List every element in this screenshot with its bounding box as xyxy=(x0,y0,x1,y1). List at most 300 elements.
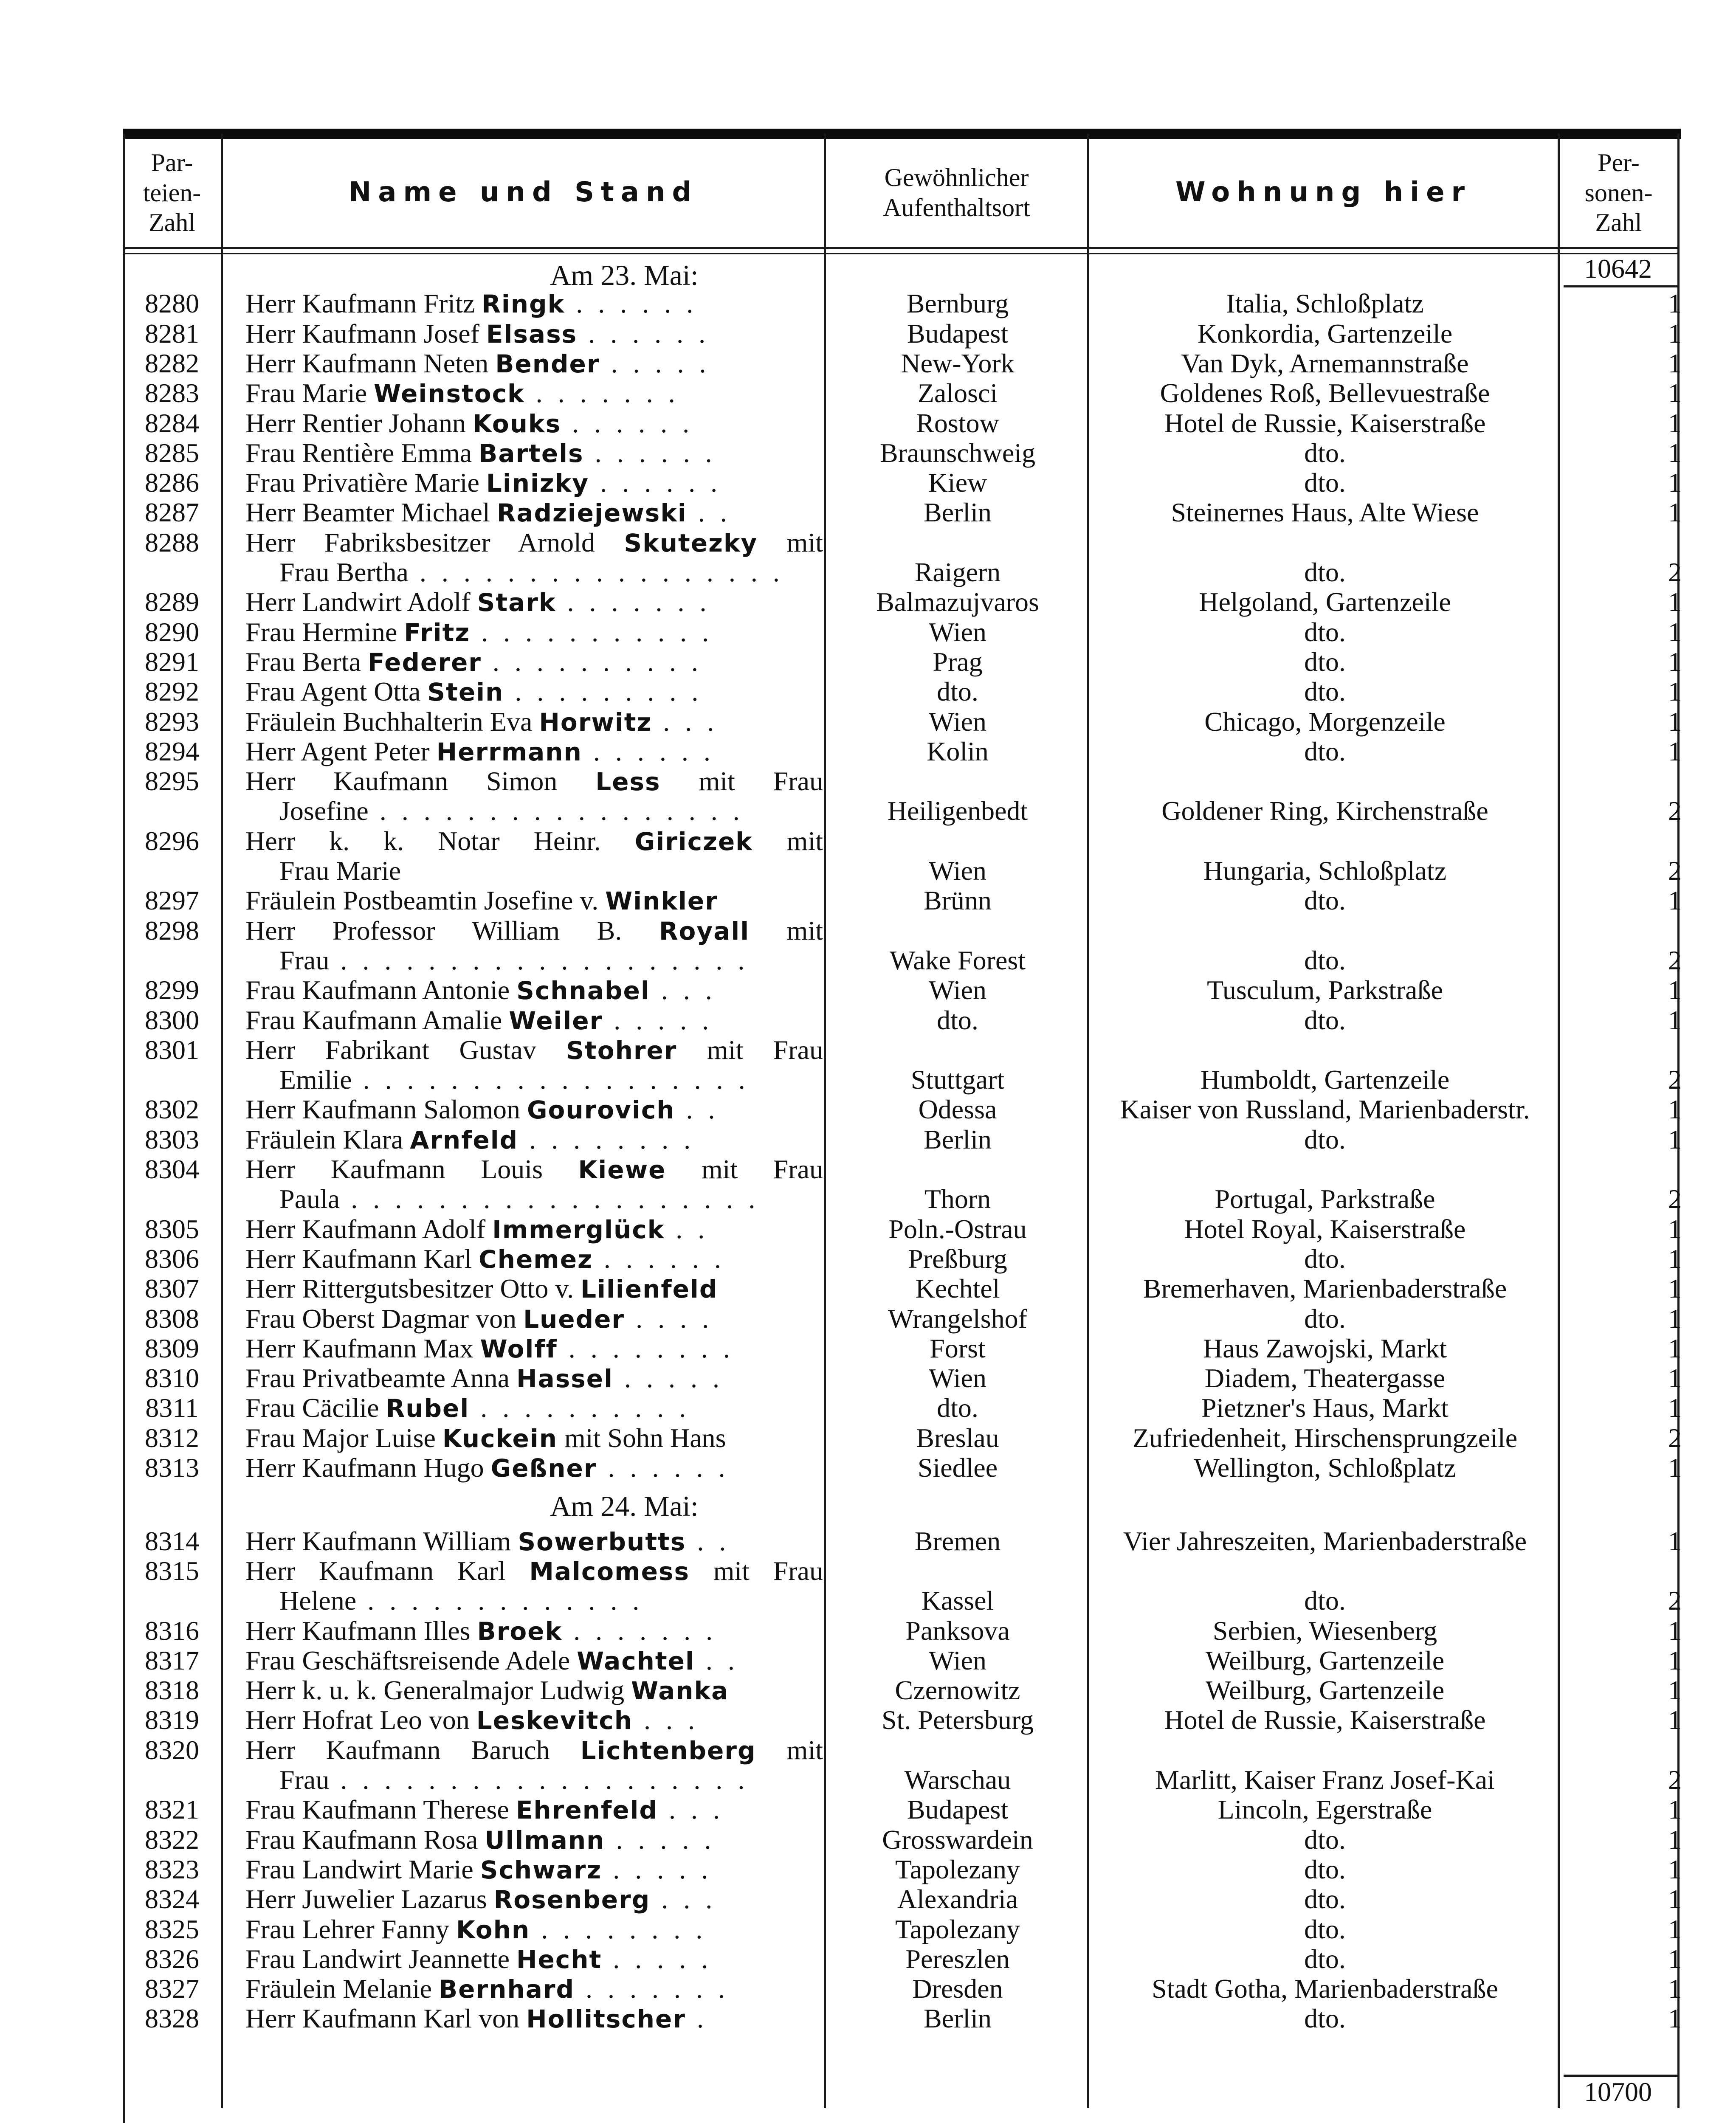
party-number: 8299 xyxy=(145,975,199,1005)
table-row xyxy=(0,349,1736,378)
surname: Bartels xyxy=(479,439,584,468)
name-and-status xyxy=(245,1795,823,1825)
leader-dots: . . . . . . . . xyxy=(557,1333,734,1363)
local-lodging: Diadem, Theatergasse xyxy=(1204,1363,1446,1394)
surname: Herrmann xyxy=(436,737,582,766)
local-lodging: dto. xyxy=(1304,468,1346,498)
name-and-status xyxy=(245,1646,823,1676)
table-row xyxy=(0,916,1736,946)
local-lodging: dto. xyxy=(1304,557,1346,587)
persons-value: 1 xyxy=(1668,1243,1682,1274)
table-row xyxy=(0,498,1736,527)
local-lodging: Pietzner's Haus, Markt xyxy=(1201,1393,1449,1423)
usual-residence: Wien xyxy=(928,617,987,647)
name-prefix: Herr Fabrikant Gustav xyxy=(245,1035,566,1065)
party-number: 8301 xyxy=(145,1034,199,1065)
usual-residence: Rostow xyxy=(916,408,999,438)
local-lodging: Goldener Ring, Kirchenstraße xyxy=(1161,796,1488,826)
persons-count xyxy=(1563,1974,1682,2004)
usual-residence: Prag xyxy=(933,647,983,677)
name-and-status xyxy=(245,1095,823,1125)
local-lodging: Hotel de Russie, Kaiserstraße xyxy=(1164,1705,1486,1735)
name-prefix: Frau Bertha xyxy=(279,557,409,587)
persons-count xyxy=(1563,886,1682,915)
name-and-status xyxy=(245,1304,823,1334)
persons-count xyxy=(1563,1586,1682,1616)
name-and-status xyxy=(245,1526,823,1557)
name-and-status xyxy=(245,408,823,439)
persons-count xyxy=(1563,1065,1682,1095)
local-lodging: Wellington, Schloßplatz xyxy=(1194,1453,1456,1483)
name-suffix: mit Frau xyxy=(677,1035,823,1065)
name-and-status xyxy=(245,1884,823,1915)
name-prefix: Herr Kaufmann Fritz xyxy=(245,289,482,319)
name-prefix: Herr Hofrat Leo von xyxy=(245,1705,476,1735)
leader-dots: . . . . . . xyxy=(582,736,715,766)
party-number: 8300 xyxy=(145,1005,199,1035)
leader-dots: . . xyxy=(675,1095,719,1125)
table-row xyxy=(0,1274,1736,1304)
persons-count xyxy=(1563,378,1682,408)
name-and-status xyxy=(279,856,823,886)
persons-value: 1 xyxy=(1668,348,1682,378)
usual-residence: Berlin xyxy=(924,2004,992,2034)
leader-dots: . . . . . . xyxy=(589,468,722,498)
usual-residence: Wien xyxy=(928,856,987,886)
surname: Fritz xyxy=(404,618,471,647)
persons-count xyxy=(1563,408,1682,438)
name-prefix: Frau Cäcilie xyxy=(245,1393,386,1423)
table-row xyxy=(0,468,1736,498)
name-suffix: mit Frau xyxy=(660,766,823,797)
party-number: 8288 xyxy=(145,527,199,557)
surname: Lueder xyxy=(523,1304,625,1334)
persons-count xyxy=(1563,1675,1682,1705)
leader-dots: . . xyxy=(694,1645,739,1675)
table-row xyxy=(0,1556,1736,1586)
name-prefix: Herr Kaufmann Karl xyxy=(245,1556,530,1586)
surname: Geßner xyxy=(490,1454,597,1483)
surname: Kuckein xyxy=(442,1424,558,1453)
surname: Linizky xyxy=(486,469,589,498)
persons-value: 1 xyxy=(1668,1615,1682,1646)
table-row xyxy=(0,1244,1736,1274)
table-row xyxy=(0,1735,1736,1765)
name-prefix: Herr Kaufmann Simon xyxy=(245,766,596,797)
surname: Schwarz xyxy=(480,1855,602,1884)
top-thick-rule xyxy=(123,129,1681,139)
name-prefix: Fräulein Klara xyxy=(245,1124,410,1154)
name-prefix: Herr Kaufmann Louis xyxy=(245,1154,578,1184)
table-row xyxy=(0,438,1736,468)
surname: Horwitz xyxy=(539,707,652,737)
surname: Schnabel xyxy=(516,976,650,1005)
persons-count xyxy=(1563,1095,1682,1124)
name-prefix: Herr Agent Peter xyxy=(245,736,437,766)
name-and-status xyxy=(245,677,823,707)
party-number: 8326 xyxy=(145,1943,199,1974)
usual-residence: Siedlee xyxy=(917,1453,998,1483)
leader-dots: . . . . . . . . xyxy=(530,1914,707,1944)
leader-dots: . . . xyxy=(650,975,716,1005)
name-and-status xyxy=(245,498,823,528)
local-lodging: dto. xyxy=(1304,736,1346,766)
local-lodging: Italia, Schloßplatz xyxy=(1226,289,1424,319)
persons-count xyxy=(1563,1363,1682,1393)
persons-count xyxy=(1563,1244,1682,1274)
persons-count xyxy=(1563,796,1682,826)
name-and-status xyxy=(245,916,823,946)
party-number: 8317 xyxy=(145,1645,199,1675)
name-and-status xyxy=(245,886,823,916)
local-lodging: Steinernes Haus, Alte Wiese xyxy=(1171,498,1479,528)
persons-count xyxy=(1563,1944,1682,1974)
surname: Broek xyxy=(477,1616,563,1646)
persons-count xyxy=(1563,1214,1682,1244)
name-and-status xyxy=(245,1705,823,1735)
name-and-status xyxy=(245,468,823,498)
name-prefix: Herr Landwirt Adolf xyxy=(245,587,477,617)
usual-residence: Forst xyxy=(930,1333,986,1363)
surname: Lilienfeld xyxy=(581,1275,718,1304)
name-prefix: Emilie xyxy=(279,1065,352,1095)
local-lodging: dto. xyxy=(1304,1304,1346,1334)
persons-value: 1 xyxy=(1668,1333,1682,1363)
local-lodging: Bremerhaven, Marienbaderstraße xyxy=(1143,1274,1507,1304)
table-row xyxy=(0,1154,1736,1184)
local-lodging: dto. xyxy=(1304,1854,1346,1884)
local-lodging: Kaiser von Russland, Marienbaderstr. xyxy=(1120,1095,1530,1125)
party-number: 8285 xyxy=(145,437,199,468)
name-and-status xyxy=(245,1125,823,1155)
persons-count xyxy=(1563,1304,1682,1334)
surname: Weiler xyxy=(509,1006,603,1035)
name-prefix: Herr Professor William B. xyxy=(245,915,659,946)
usual-residence: Wien xyxy=(928,975,987,1005)
party-number: 8308 xyxy=(145,1303,199,1334)
local-lodging: Konkordia, Gartenzeile xyxy=(1197,318,1453,349)
persons-value: 1 xyxy=(1668,1214,1682,1244)
usual-residence: New-York xyxy=(901,348,1015,378)
leader-dots: . . . . . . . . xyxy=(518,1124,695,1154)
party-number: 8294 xyxy=(145,736,199,766)
leader-dots: . . xyxy=(687,498,731,528)
name-and-status xyxy=(245,1393,823,1423)
name-and-status xyxy=(279,557,823,587)
usual-residence: Wake Forest xyxy=(889,945,1026,975)
name-and-status xyxy=(245,1855,823,1885)
leader-dots: . . . . . . . . . . . . . . . . . . . xyxy=(340,1184,760,1214)
name-prefix: Frau Berta xyxy=(245,647,368,677)
name-and-status xyxy=(245,1035,823,1065)
usual-residence: Stuttgart xyxy=(910,1065,1005,1095)
persons-value: 1 xyxy=(1668,318,1682,349)
surname: Federer xyxy=(367,648,482,677)
local-lodging: dto. xyxy=(1304,438,1346,468)
usual-residence: Braunschweig xyxy=(879,438,1036,468)
persons-count xyxy=(1563,856,1682,886)
party-number: 8282 xyxy=(145,348,199,378)
name-suffix: mit xyxy=(752,826,823,856)
leader-dots: . . . . . . . . . . . . . . . . . . . xyxy=(329,1765,749,1795)
name-prefix: Herr Kaufmann Salomon xyxy=(245,1095,527,1125)
leader-dots: . . . . . . . . . . . xyxy=(470,617,713,647)
persons-value: 1 xyxy=(1668,1005,1682,1035)
name-prefix: Josefine xyxy=(279,796,369,826)
local-lodging: dto. xyxy=(1304,1825,1346,1855)
party-number: 8321 xyxy=(145,1794,199,1825)
usual-residence: Wien xyxy=(928,1645,987,1675)
usual-residence: Breslau xyxy=(916,1423,999,1453)
surname: Giriczek xyxy=(634,827,753,856)
name-prefix: Herr Kaufmann Neten xyxy=(245,348,496,378)
usual-residence: Balmazujvaros xyxy=(876,587,1039,617)
local-lodging: Marlitt, Kaiser Franz Josef-Kai xyxy=(1155,1765,1495,1795)
party-number: 8309 xyxy=(145,1333,199,1363)
persons-count xyxy=(1563,1855,1682,1884)
table-row-continuation xyxy=(0,557,1736,587)
local-lodging: Humboldt, Gartenzeile xyxy=(1200,1065,1450,1095)
persons-value: 1 xyxy=(1668,885,1682,916)
section-date-heading: Am 23. Mai: xyxy=(550,259,699,291)
persons-count xyxy=(1563,1705,1682,1735)
usual-residence: Wien xyxy=(928,707,987,737)
usual-residence: Berlin xyxy=(924,1124,992,1154)
surname: Wachtel xyxy=(577,1646,695,1675)
persons-value: 1 xyxy=(1668,467,1682,498)
persons-value: 2 xyxy=(1668,945,1682,975)
surname: Lichtenberg xyxy=(580,1736,756,1765)
name-prefix: Frau xyxy=(279,945,330,975)
local-lodging: dto. xyxy=(1304,617,1346,647)
name-and-status xyxy=(245,1675,823,1706)
leader-dots: . . . . . . xyxy=(583,438,716,468)
name-prefix: Frau Geschäftsreisende Adele xyxy=(245,1645,577,1675)
name-prefix: Frau Landwirt Marie xyxy=(245,1854,480,1884)
name-prefix: Fräulein Postbeamtin Josefine v. xyxy=(245,886,606,916)
name-and-status xyxy=(245,587,823,617)
table-row xyxy=(0,408,1736,438)
table-row xyxy=(0,378,1736,408)
party-number: 8286 xyxy=(145,467,199,498)
table-row xyxy=(0,319,1736,349)
name-prefix: Frau Landwirt Jeannette xyxy=(245,1944,516,1974)
name-prefix: Herr Kaufmann Karl xyxy=(245,1244,479,1274)
surname: Gourovich xyxy=(527,1095,675,1125)
table-row-continuation xyxy=(0,796,1736,826)
persons-value: 1 xyxy=(1668,1526,1682,1556)
name-prefix: Herr k. u. k. Generalmajor Ludwig xyxy=(245,1675,631,1706)
surname: Royall xyxy=(659,916,750,946)
name-and-status xyxy=(279,946,823,975)
local-lodging: Weilburg, Gartenzeile xyxy=(1205,1675,1445,1706)
local-lodging: Helgoland, Gartenzeile xyxy=(1199,587,1451,617)
name-suffix: mit xyxy=(750,915,823,946)
name-and-status xyxy=(245,707,823,737)
table-row xyxy=(0,1855,1736,1884)
party-number: 8323 xyxy=(145,1854,199,1884)
persons-value: 2 xyxy=(1668,1422,1682,1453)
name-prefix: Herr Kaufmann Adolf xyxy=(245,1214,493,1244)
header-bottom-rule xyxy=(123,247,1680,249)
table-row xyxy=(0,1825,1736,1855)
name-prefix: Herr Rittergutsbesitzer Otto v. xyxy=(245,1274,581,1304)
persons-count xyxy=(1563,1184,1682,1214)
table-row xyxy=(0,1675,1736,1705)
table-row xyxy=(0,1526,1736,1556)
name-and-status xyxy=(245,319,823,349)
surname: Rosenberg xyxy=(493,1885,651,1915)
table-row xyxy=(0,587,1736,617)
persons-count xyxy=(1563,1393,1682,1423)
usual-residence: dto. xyxy=(937,1393,978,1423)
usual-residence: Preßburg xyxy=(908,1244,1007,1274)
name-prefix: Herr k. k. Notar Heinr. xyxy=(245,826,635,856)
persons-value: 2 xyxy=(1668,1765,1682,1795)
local-lodging: dto. xyxy=(1304,1884,1346,1915)
local-lodging: dto. xyxy=(1304,1586,1346,1616)
table-row xyxy=(0,528,1736,557)
persons-count xyxy=(1563,557,1682,587)
surname: Stein xyxy=(427,678,504,707)
local-lodging: Van Dyk, Arnemannstraße xyxy=(1181,348,1469,378)
party-number: 8281 xyxy=(145,318,199,349)
table-row xyxy=(0,1795,1736,1825)
leader-dots: . . . . . . . . . . . . . . . . . xyxy=(368,796,744,826)
persons-value: 1 xyxy=(1668,1675,1682,1706)
name-prefix: Herr Kaufmann William xyxy=(245,1526,518,1556)
table-row xyxy=(0,677,1736,707)
leader-dots: . . . . . . . . . . xyxy=(481,647,702,677)
table-row xyxy=(0,1334,1736,1363)
local-lodging: dto. xyxy=(1304,1944,1346,1974)
local-lodging: dto. xyxy=(1304,677,1346,707)
leader-dots: . . . . . . . . . xyxy=(504,677,703,707)
surname: Ehrenfeld xyxy=(516,1796,658,1825)
persons-count xyxy=(1563,1334,1682,1363)
name-prefix: Frau Marie xyxy=(245,378,374,408)
persons-value: 1 xyxy=(1668,378,1682,408)
usual-residence: Kiew xyxy=(928,468,987,498)
persons-count xyxy=(1563,1884,1682,1914)
name-and-status xyxy=(245,826,823,856)
table-row xyxy=(0,1095,1736,1124)
party-number: 8320 xyxy=(145,1734,199,1765)
usual-residence: Budapest xyxy=(907,1795,1009,1825)
table-row xyxy=(0,1304,1736,1334)
usual-residence: Wrangelshof xyxy=(888,1304,1027,1334)
table-row-continuation xyxy=(0,1184,1736,1214)
surname: Ullmann xyxy=(485,1825,605,1855)
party-number: 8297 xyxy=(145,885,199,916)
persons-value: 1 xyxy=(1668,1943,1682,1974)
table-row xyxy=(0,1363,1736,1393)
surname: Hollitscher xyxy=(526,2005,686,2034)
surname: Radziejewski xyxy=(496,498,687,528)
usual-residence: Raigern xyxy=(914,557,1001,587)
name-and-status xyxy=(245,1005,823,1036)
party-number: 8284 xyxy=(145,408,199,438)
name-prefix: Frau xyxy=(279,1765,330,1795)
persons-value: 1 xyxy=(1668,408,1682,438)
table-row xyxy=(0,1125,1736,1154)
party-number: 8304 xyxy=(145,1154,199,1184)
table-row xyxy=(0,737,1736,766)
table-row xyxy=(0,766,1736,796)
leader-dots: . . . . . . . xyxy=(574,1974,729,2004)
persons-value: 1 xyxy=(1668,1974,1682,2004)
party-number: 8310 xyxy=(145,1363,199,1394)
party-number: 8295 xyxy=(145,766,199,797)
header-col-dwelling: Wohnung hier xyxy=(1175,177,1472,208)
persons-count xyxy=(1563,1646,1682,1675)
table-row-continuation xyxy=(0,1065,1736,1095)
usual-residence: Pereszlen xyxy=(905,1944,1010,1974)
surname: Kouks xyxy=(472,409,561,438)
persons-count xyxy=(1563,1526,1682,1556)
persons-count xyxy=(1563,1825,1682,1855)
table-row-continuation xyxy=(0,856,1736,886)
name-and-status xyxy=(245,1274,823,1304)
leader-dots: . . . . . xyxy=(603,1005,713,1035)
persons-value: 1 xyxy=(1668,288,1682,319)
leader-dots: . . . . . xyxy=(600,348,710,378)
persons-count xyxy=(1563,468,1682,498)
surname: Stark xyxy=(477,588,556,617)
name-and-status xyxy=(279,796,823,826)
surname: Wanka xyxy=(631,1676,729,1706)
surname: Bernhard xyxy=(438,1975,575,2004)
party-number: 8280 xyxy=(145,288,199,319)
name-prefix: Frau Kaufmann Rosa xyxy=(245,1825,485,1855)
party-number: 8314 xyxy=(145,1526,199,1556)
usual-residence: Kechtel xyxy=(915,1274,1000,1304)
local-lodging: dto. xyxy=(1304,945,1346,975)
party-number: 8302 xyxy=(145,1094,199,1125)
name-and-status xyxy=(245,1453,823,1483)
persons-value: 1 xyxy=(1668,1854,1682,1884)
table-row xyxy=(0,1005,1736,1035)
usual-residence: Odessa xyxy=(918,1095,997,1125)
surname: Chemez xyxy=(479,1245,593,1274)
leader-dots: . . . . . . xyxy=(577,318,710,349)
name-prefix: Frau Lehrer Fanny xyxy=(245,1914,456,1944)
name-and-status xyxy=(279,1184,823,1214)
party-number: 8328 xyxy=(145,2003,199,2034)
party-number: 8327 xyxy=(145,1974,199,2004)
header-col-name: Name und Stand xyxy=(348,177,699,208)
local-lodging: dto. xyxy=(1304,1914,1346,1944)
usual-residence: Panksova xyxy=(905,1616,1010,1646)
usual-residence: Tapolezany xyxy=(895,1854,1020,1884)
local-lodging: Lincoln, Egerstraße xyxy=(1217,1795,1432,1825)
persons-value: 1 xyxy=(1668,1794,1682,1825)
usual-residence: Heiligenbedt xyxy=(887,796,1028,826)
usual-residence: St. Petersburg xyxy=(882,1705,1034,1735)
party-number: 8306 xyxy=(145,1243,199,1274)
header-col-origin: Gewöhnlicher Aufenthaltsort xyxy=(883,163,1030,222)
leader-dots: . . . . . . . . . . . . . . . . . . xyxy=(352,1065,750,1095)
leader-dots: . . . . . . xyxy=(592,1244,725,1274)
persons-count xyxy=(1563,946,1682,975)
leader-dots: . . xyxy=(665,1214,709,1244)
persons-count xyxy=(1563,677,1682,707)
usual-residence: Wien xyxy=(928,1363,987,1394)
local-lodging: dto. xyxy=(1304,1124,1346,1154)
name-prefix: Herr Kaufmann Max xyxy=(245,1333,480,1363)
surname: Stohrer xyxy=(566,1036,677,1065)
persons-count xyxy=(1563,737,1682,766)
